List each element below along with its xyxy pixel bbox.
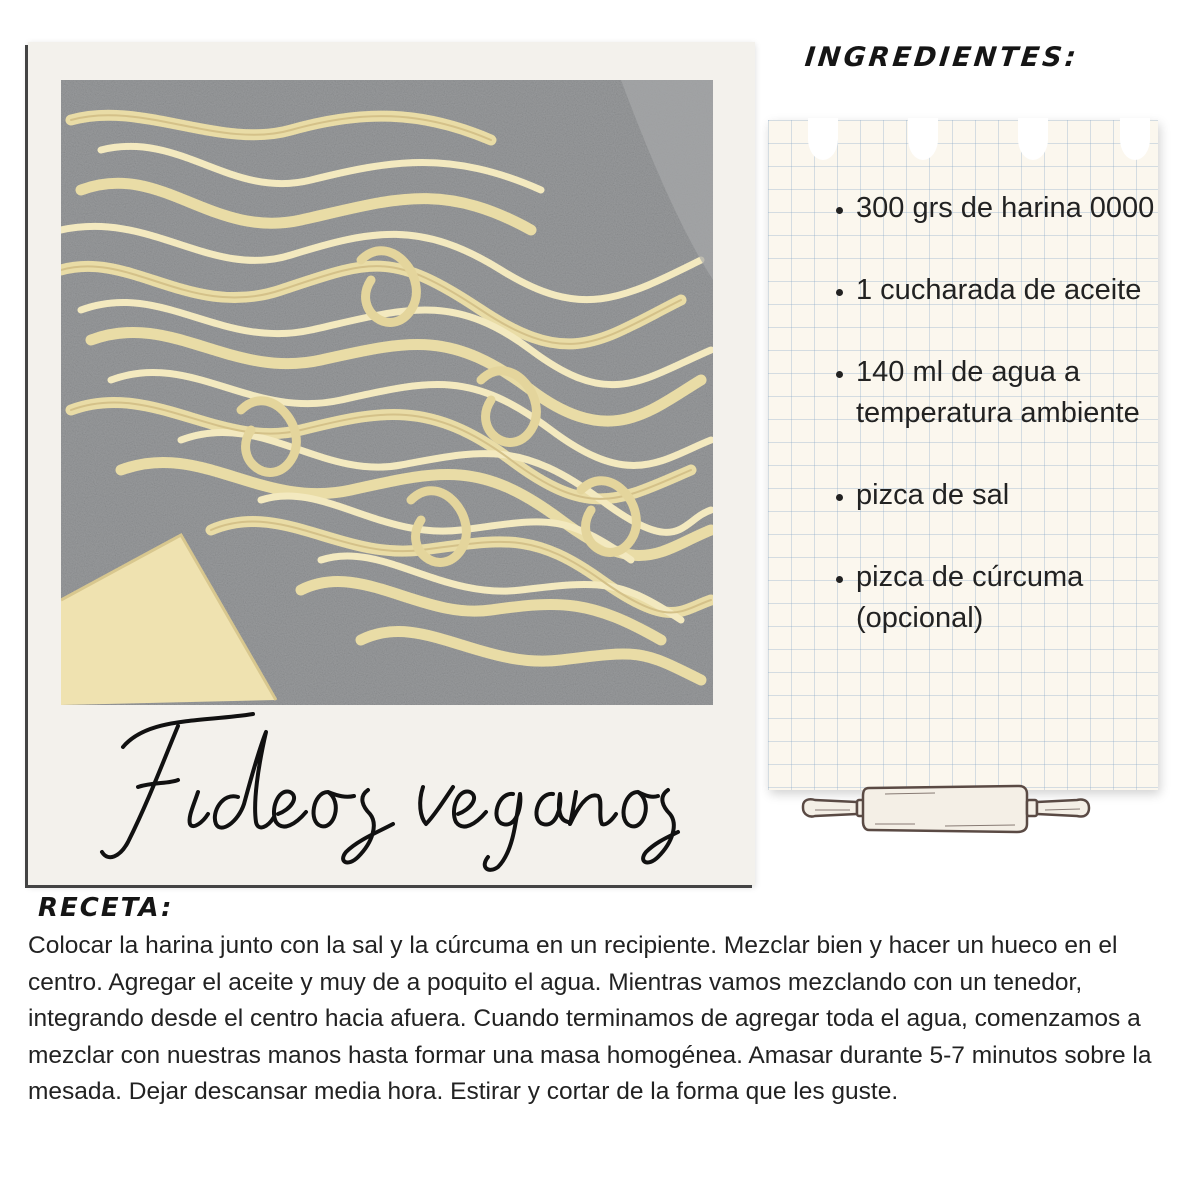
paper-tear (1018, 118, 1048, 160)
recipe-heading: RECETA: (38, 893, 174, 923)
paper-tear (808, 118, 838, 160)
paper-tear (908, 118, 938, 160)
ingredient-item: • pizca de cúrcuma (opcional) (856, 557, 1156, 639)
photo-card (28, 42, 755, 885)
pasta-photo (61, 80, 713, 705)
recipe-title (28, 692, 755, 872)
paper-tear (1120, 118, 1150, 160)
ingredient-item: • 1 cucharada de aceite (856, 270, 1156, 311)
rolling-pin-icon (795, 780, 1095, 840)
ingredient-item: • 140 ml de agua a temperatura ambiente (856, 352, 1156, 434)
ingredients-heading: INGREDIENTES: (803, 42, 1081, 73)
ingredient-item: • pizca de sal (856, 475, 1156, 516)
ingredients-list (826, 188, 1156, 680)
ingredient-item: • 300 grs de harina 0000 (856, 188, 1156, 229)
recipe-instructions: Colocar la harina junto con la sal y la cúrcuma en un recipiente. Mezclar bien y hacer un hueco en el centro. Agregar el aceite y muy de a poquito el agua. Mientras vamos mezclando con un tenedor, integrando desde el centro hacia afuera. Cuando terminamos de agregar toda el agua, comenzamos a mezclar con nuestras manos hasta formar una masa homogénea. Amasar durante 5-7 minutos sobre la mesada. Dejar descansar media hora. Estirar y cortar de la forma que les guste. (28, 932, 1152, 1105)
